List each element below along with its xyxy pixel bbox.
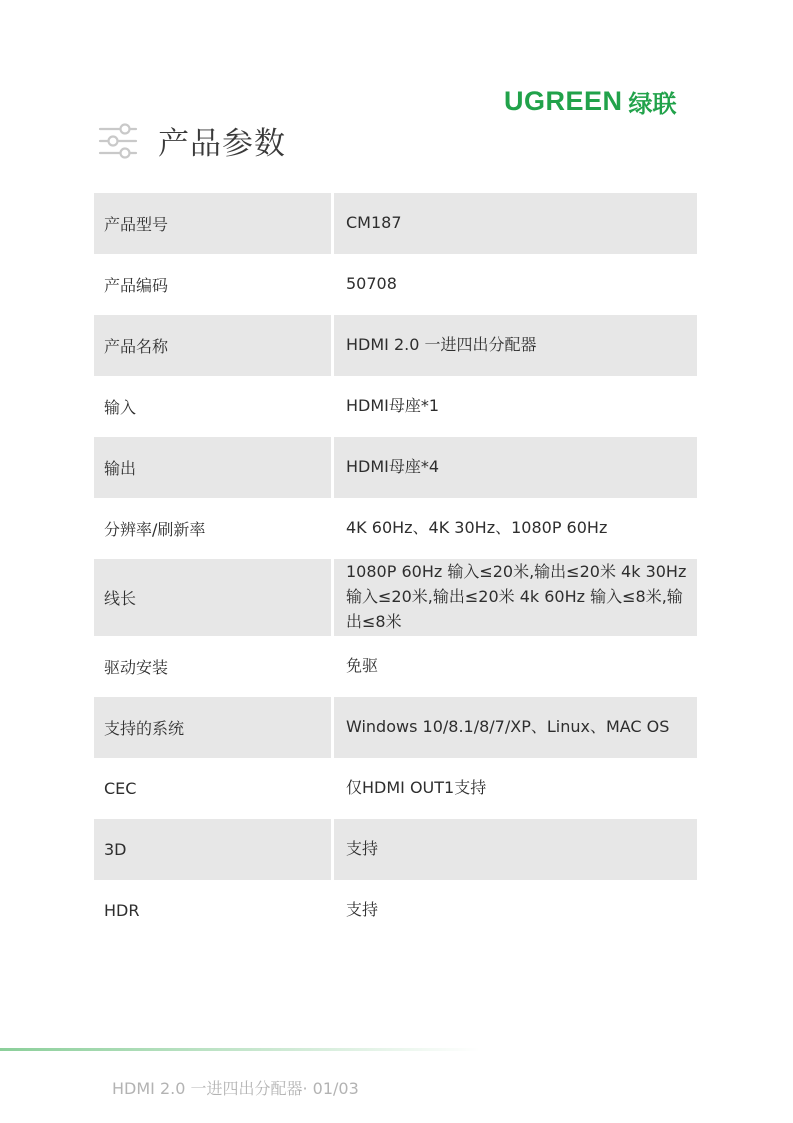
spec-label: 产品名称: [94, 315, 334, 376]
spec-value: CM187: [346, 213, 402, 233]
spec-value: 仅HDMI OUT1支持: [346, 778, 487, 798]
spec-value: 免驱: [346, 656, 379, 676]
spec-value: 支持: [346, 900, 379, 920]
brand-logo: [504, 84, 677, 119]
footer-divider: [0, 1048, 480, 1051]
sliders-icon: [98, 121, 138, 161]
spec-row: [94, 498, 697, 559]
footer-page-label: HDMI 2.0 一进四出分配器· 01/03: [112, 1079, 359, 1098]
spec-value: HDMI 2.0 一进四出分配器: [346, 335, 537, 355]
spec-value: 支持: [346, 839, 379, 859]
spec-row: [94, 758, 697, 819]
logo-chinese: 绿联: [628, 90, 677, 118]
spec-value: HDMI母座*1: [346, 396, 440, 416]
logo-wordmark: UGREEN: [504, 86, 623, 116]
spec-row: [94, 559, 697, 636]
spec-label: 输入: [104, 398, 137, 417]
spec-row: [94, 315, 697, 376]
spec-label: 产品编码: [104, 276, 169, 295]
spec-row: [94, 636, 697, 697]
spec-row: [94, 880, 697, 941]
page-title: 产品参数: [158, 126, 286, 162]
spec-label: 输出: [94, 437, 334, 498]
spec-label: 分辨率/刷新率: [104, 520, 206, 539]
spec-row: [94, 254, 697, 315]
spec-row: [94, 697, 697, 758]
spec-row: [94, 819, 697, 880]
spec-value: Windows 10/8.1/8/7/XP、Linux、MAC OS: [346, 717, 670, 737]
spec-label: HDR: [104, 901, 140, 920]
spec-row: [94, 193, 697, 254]
section-heading: [98, 118, 286, 163]
spec-label: 线长: [94, 559, 334, 636]
spec-label: CEC: [104, 779, 137, 798]
spec-label: 驱动安装: [104, 658, 169, 677]
spec-value: 50708: [346, 274, 397, 294]
spec-row: [94, 376, 697, 437]
spec-value: 1080P 60Hz 输入≤20米,输出≤20米 4k 30Hz 输入≤20米,输出≤20米 4k 60Hz 输入≤8米,输出≤8米: [346, 562, 687, 631]
spec-label: 产品型号: [94, 193, 334, 254]
spec-table: [94, 193, 697, 941]
spec-value: 4K 60Hz、4K 30Hz、1080P 60Hz: [346, 518, 608, 538]
spec-label: 支持的系统: [94, 697, 334, 758]
spec-label: 3D: [94, 819, 334, 880]
spec-row: [94, 437, 697, 498]
spec-value: HDMI母座*4: [346, 457, 440, 477]
